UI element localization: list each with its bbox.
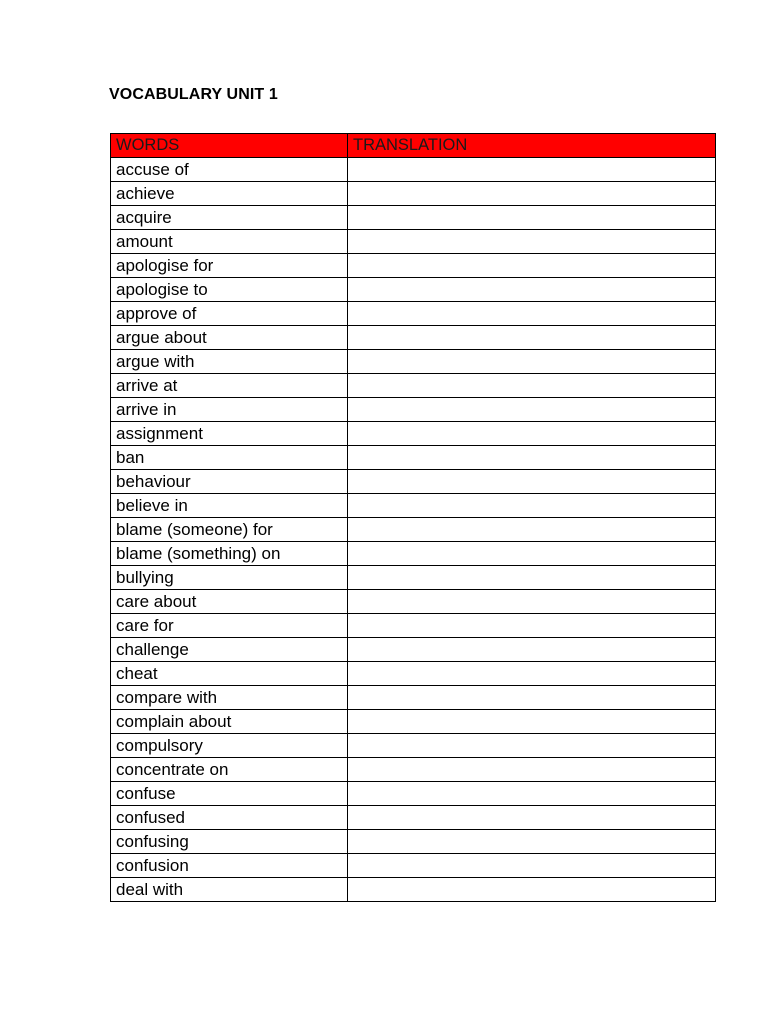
word-cell: blame (something) on (111, 542, 348, 566)
word-cell: confuse (111, 782, 348, 806)
translation-cell[interactable] (348, 734, 716, 758)
word-cell: compulsory (111, 734, 348, 758)
word-cell: acquire (111, 206, 348, 230)
word-cell: assignment (111, 422, 348, 446)
table-row (111, 758, 716, 782)
translation-cell[interactable] (348, 566, 716, 590)
table-row (111, 806, 716, 830)
translation-cell[interactable] (348, 590, 716, 614)
translation-cell[interactable] (348, 494, 716, 518)
word-cell: ban (111, 446, 348, 470)
table-row (111, 446, 716, 470)
word-cell: accuse of (111, 158, 348, 182)
word-cell: care about (111, 590, 348, 614)
translation-cell[interactable] (348, 518, 716, 542)
translation-cell[interactable] (348, 878, 716, 902)
word-cell: compare with (111, 686, 348, 710)
word-cell: arrive at (111, 374, 348, 398)
translation-cell[interactable] (348, 254, 716, 278)
translation-cell[interactable] (348, 686, 716, 710)
translation-cell[interactable] (348, 326, 716, 350)
word-cell: blame (someone) for (111, 518, 348, 542)
table-row (111, 278, 716, 302)
table-row (111, 518, 716, 542)
word-cell: argue about (111, 326, 348, 350)
translation-cell[interactable] (348, 350, 716, 374)
word-cell: apologise for (111, 254, 348, 278)
translation-cell[interactable] (348, 302, 716, 326)
word-cell: behaviour (111, 470, 348, 494)
word-cell: confusing (111, 830, 348, 854)
table-row (111, 374, 716, 398)
table-row (111, 470, 716, 494)
word-cell: amount (111, 230, 348, 254)
vocabulary-table (110, 133, 716, 902)
word-cell: confused (111, 806, 348, 830)
table-row (111, 494, 716, 518)
word-cell: deal with (111, 878, 348, 902)
translation-cell[interactable] (348, 638, 716, 662)
word-cell: arrive in (111, 398, 348, 422)
translation-cell[interactable] (348, 278, 716, 302)
translation-cell[interactable] (348, 158, 716, 182)
table-row (111, 182, 716, 206)
translation-cell[interactable] (348, 614, 716, 638)
word-cell: care for (111, 614, 348, 638)
table-row (111, 590, 716, 614)
table-row (111, 254, 716, 278)
translation-cell[interactable] (348, 830, 716, 854)
table-row (111, 542, 716, 566)
table-row (111, 878, 716, 902)
translation-cell[interactable] (348, 710, 716, 734)
translation-cell[interactable] (348, 422, 716, 446)
translation-cell[interactable] (348, 446, 716, 470)
translation-cell[interactable] (348, 782, 716, 806)
word-cell: believe in (111, 494, 348, 518)
word-cell: apologise to (111, 278, 348, 302)
word-cell: bullying (111, 566, 348, 590)
translation-cell[interactable] (348, 662, 716, 686)
table-row (111, 230, 716, 254)
translation-cell[interactable] (348, 182, 716, 206)
table-row (111, 854, 716, 878)
table-row (111, 614, 716, 638)
word-cell: cheat (111, 662, 348, 686)
table-row (111, 206, 716, 230)
table-row (111, 566, 716, 590)
table-row (111, 686, 716, 710)
translation-cell[interactable] (348, 398, 716, 422)
table-header-row (111, 134, 716, 158)
translation-cell[interactable] (348, 542, 716, 566)
table-row (111, 710, 716, 734)
table-row (111, 158, 716, 182)
table-row (111, 398, 716, 422)
column-header-translation: TRANSLATION (348, 134, 716, 158)
word-cell: confusion (111, 854, 348, 878)
table-row (111, 350, 716, 374)
translation-cell[interactable] (348, 854, 716, 878)
table-row (111, 302, 716, 326)
word-cell: argue with (111, 350, 348, 374)
translation-cell[interactable] (348, 758, 716, 782)
word-cell: challenge (111, 638, 348, 662)
table-row (111, 422, 716, 446)
word-cell: approve of (111, 302, 348, 326)
translation-cell[interactable] (348, 230, 716, 254)
translation-cell[interactable] (348, 806, 716, 830)
table-row (111, 662, 716, 686)
table-body (111, 158, 716, 902)
document-title: VOCABULARY UNIT 1 (109, 86, 278, 103)
table-row (111, 830, 716, 854)
table-row (111, 734, 716, 758)
word-cell: complain about (111, 710, 348, 734)
word-cell: concentrate on (111, 758, 348, 782)
word-cell: achieve (111, 182, 348, 206)
translation-cell[interactable] (348, 206, 716, 230)
column-header-words: WORDS (111, 134, 348, 158)
table-row (111, 782, 716, 806)
translation-cell[interactable] (348, 374, 716, 398)
table-row (111, 638, 716, 662)
translation-cell[interactable] (348, 470, 716, 494)
table-row (111, 326, 716, 350)
